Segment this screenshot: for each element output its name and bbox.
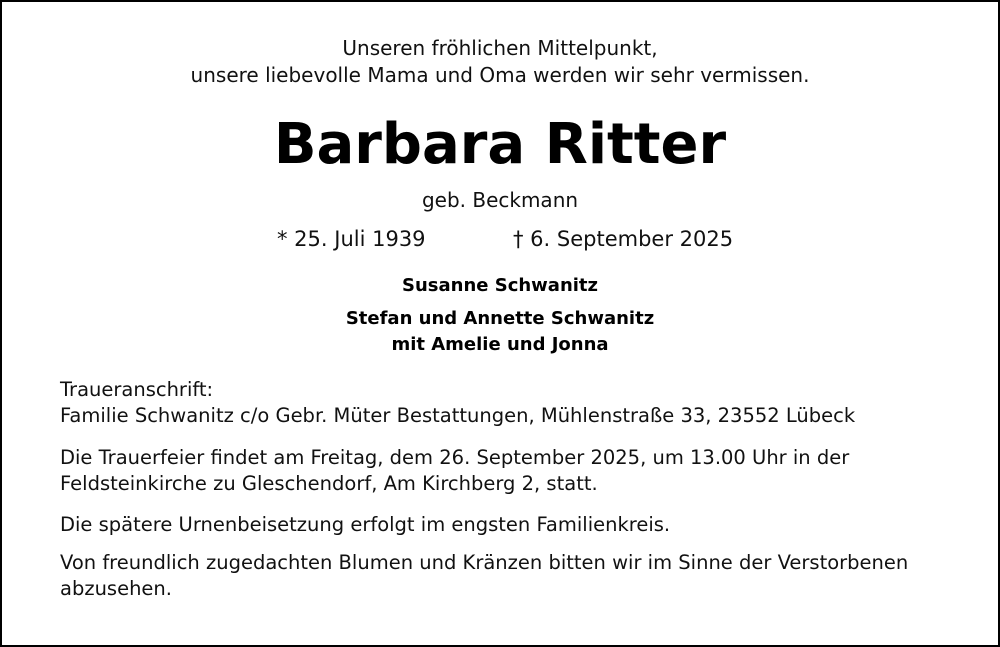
birth-date: * 25. Juli 1939 [277,227,426,251]
service-line-2: Feldsteinkirche zu Gleschendorf, Am Kirchberg 2, statt. [60,472,598,495]
maiden-name: geb. Beckmann [421,188,579,212]
death-date: † 6. September 2025 [513,227,734,251]
burial-line: Die spätere Urnenbeisetzung erfolgt im engsten Familienkreis. [60,513,671,536]
mourner-line-3: mit Amelie und Jonna [391,334,609,355]
flowers-line-1: Von freundlich zugedachten Blumen und Kränzen bitten wir im Sinne der Verstorbenen [60,551,909,574]
flowers-line-2: abzusehen. [60,577,172,600]
intro-line-1: Unseren fröhlichen Mittelpunkt, [342,36,658,60]
address-label: Traueranschrift: [60,378,214,401]
deceased-name: Barbara Ritter [273,112,727,177]
mourner-line-2: Stefan und Annette Schwanitz [345,308,655,329]
service-line-1: Die Trauerfeier findet am Freitag, dem 26. September 2025, um 13.00 Uhr in der [60,446,850,469]
intro-line-2: unsere liebevolle Mama und Oma werden wir sehr vermissen. [190,63,810,87]
address-line: Familie Schwanitz c/o Gebr. Müter Bestattungen, Mühlenstraße 33, 23552 Lübeck [60,404,856,427]
mourner-line-1: Susanne Schwanitz [401,275,599,296]
